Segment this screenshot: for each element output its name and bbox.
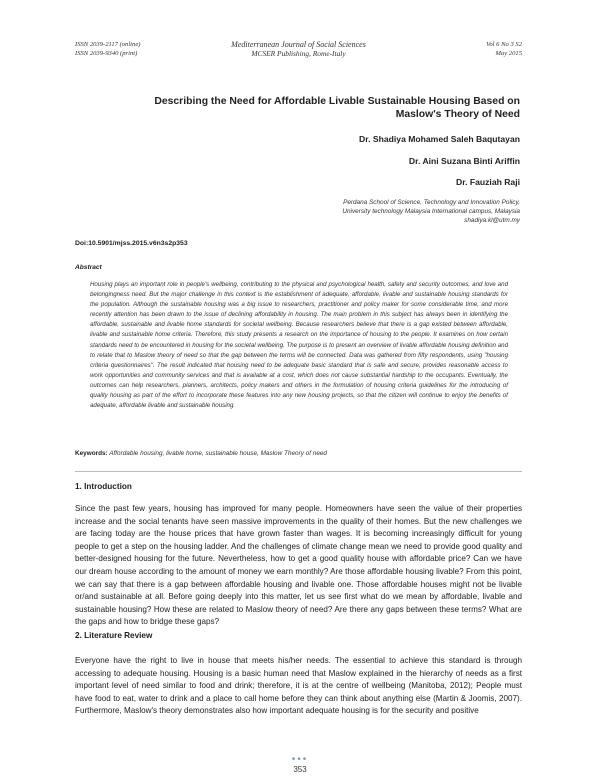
abstract-heading: Abstract bbox=[75, 264, 102, 271]
issn-print: ISSN 2039-9340 (print) bbox=[75, 50, 138, 57]
affiliation-line-1: Perdana School of Science, Technology and Innovation Policy, bbox=[343, 199, 520, 206]
introduction-text: Since the past few years, housing has improved for many people. Homeowners have seen the value of their properties increase and the social tenants have seen massive improvements in the quality of their homes. But the new challenges we are facing today are the house prices that have grown faster than wages. It is becoming increasingly difficult for young people to get a step on the housing ladder. And the challenges of climate change mean we need to provide good quality and better-designed housing for the future. Nevertheless, how to get a good quality house with affordable price? Can we have our dream house according to the amount of money we earn monthly? Are those affordable housing livable? From this point, we can say that there is a gap between affordable housing and livable one. Those affordable houses might not be livable or/and sustainable at all. Before going deeply into this matter, let us see first what do we mean by affordable, livable and sustainable housing? How these are related to Maslow theory of need? Are there any gaps between these terms? What are the gaps and how to bridge these gaps? bbox=[75, 504, 522, 627]
footer-dots: ••• bbox=[291, 754, 309, 765]
affiliation bbox=[342, 198, 520, 225]
affiliation-line-2: University technology Malaysia International campus, Malaysia bbox=[342, 208, 520, 215]
keywords bbox=[75, 450, 520, 457]
doi: Doi:10.5901/mjss.2015.v6n3s2p353 bbox=[75, 240, 188, 247]
author-3: Dr. Fauziah Raji bbox=[456, 177, 520, 187]
volume: Vol 6 No 3 S2 bbox=[486, 41, 522, 48]
section-divider bbox=[75, 471, 522, 472]
journal-block bbox=[75, 40, 522, 58]
issn-online: ISSN 2039-2117 (online) bbox=[75, 41, 141, 48]
journal-name: Mediterranean Journal of Social Sciences bbox=[231, 40, 366, 49]
volume-block bbox=[486, 40, 522, 58]
literature-review-text: Everyone have the right to live in house that meets his/her needs. The essential to achieve this standard is through accessing to adequate housing. Housing is a basic human need that Maslow explained in the hierarchy of needs as a first important level of need similar to food and drink; therefore, it is at the centre of wellbeing (Manitoba, 2012); People must have food to eat, water to drink and a place to call home before they can think about anything else (Martin & Joomis, 2007). Furthermore, Maslow's theory demonstrates also how important adequate housing is for the security and positive bbox=[75, 656, 522, 716]
page-number: 353 bbox=[293, 765, 307, 774]
author-2: Dr. Aini Suzana Binti Ariffin bbox=[408, 156, 520, 166]
keywords-label: Keywords: bbox=[75, 450, 108, 457]
section-heading-introduction: 1. Introduction bbox=[75, 482, 132, 491]
abstract-text: Housing plays an important role in people's wellbeing, contributing to the physical and psychological health, safety and security outcomes, and love and belongingness need. But the major challenge in this context is the establishment of adequate, affordable, livable and sustainable housing standards for the population. Although the sustainable housing was a big issue to researchers, practitioner and policy maker for some considerable time, and more recently attention has been drawn to the issue of declining affordability in housing. The main problem in this subject has always been in identifying the affordable, sustainable and livable home standards for societal wellbeing. Because researchers believe that there is a gap existed between affordable, livable and sustainable home criteria. Therefore, this study presents a research on the importance of housing to the people. It examines on how certain standards need to be encountered in housing for the societal wellbeing. The purpose is to present an overview of livable affordable housing definition and to relate that to Maslow theory of need so that the gap between the terms will be connected. Data was gathered from fifty respondents, using "housing criteria questionnaires". The result indicated that housing need to be adequate basic standard that is safe and secure, provides reasonable access to work opportunities and community services and that is available at a cost, which does not cause substantial hardship to the occupants. Eventually, the outcomes can help researchers, planners, architects, policy makers and others in the formulation of housing criteria guidelines for the introducing of quality housing as part of the effort to incorporate these features into any new housing projects, so that the citizen will continue to enjoy the benefits of adequate, affordable livable and sustainable housing. bbox=[90, 281, 508, 410]
author-1: Dr. Shadiya Mohamed Saleh Baqutayan bbox=[359, 134, 520, 144]
publisher: MCSER Publishing, Rome-Italy bbox=[251, 49, 346, 58]
section-heading-literature-review: 2. Literature Review bbox=[75, 631, 153, 640]
issue-date: May 2015 bbox=[495, 50, 522, 57]
author-email: shadiya.kl@utm.my bbox=[464, 217, 520, 224]
page-header bbox=[75, 40, 522, 66]
keywords-list: Affordable housing, livable home, sustainable house, Maslow Theory of need bbox=[109, 450, 327, 457]
paper-title: Describing the Need for Affordable Livable Sustainable Housing Based on Maslow's Theory of Need bbox=[154, 96, 520, 120]
